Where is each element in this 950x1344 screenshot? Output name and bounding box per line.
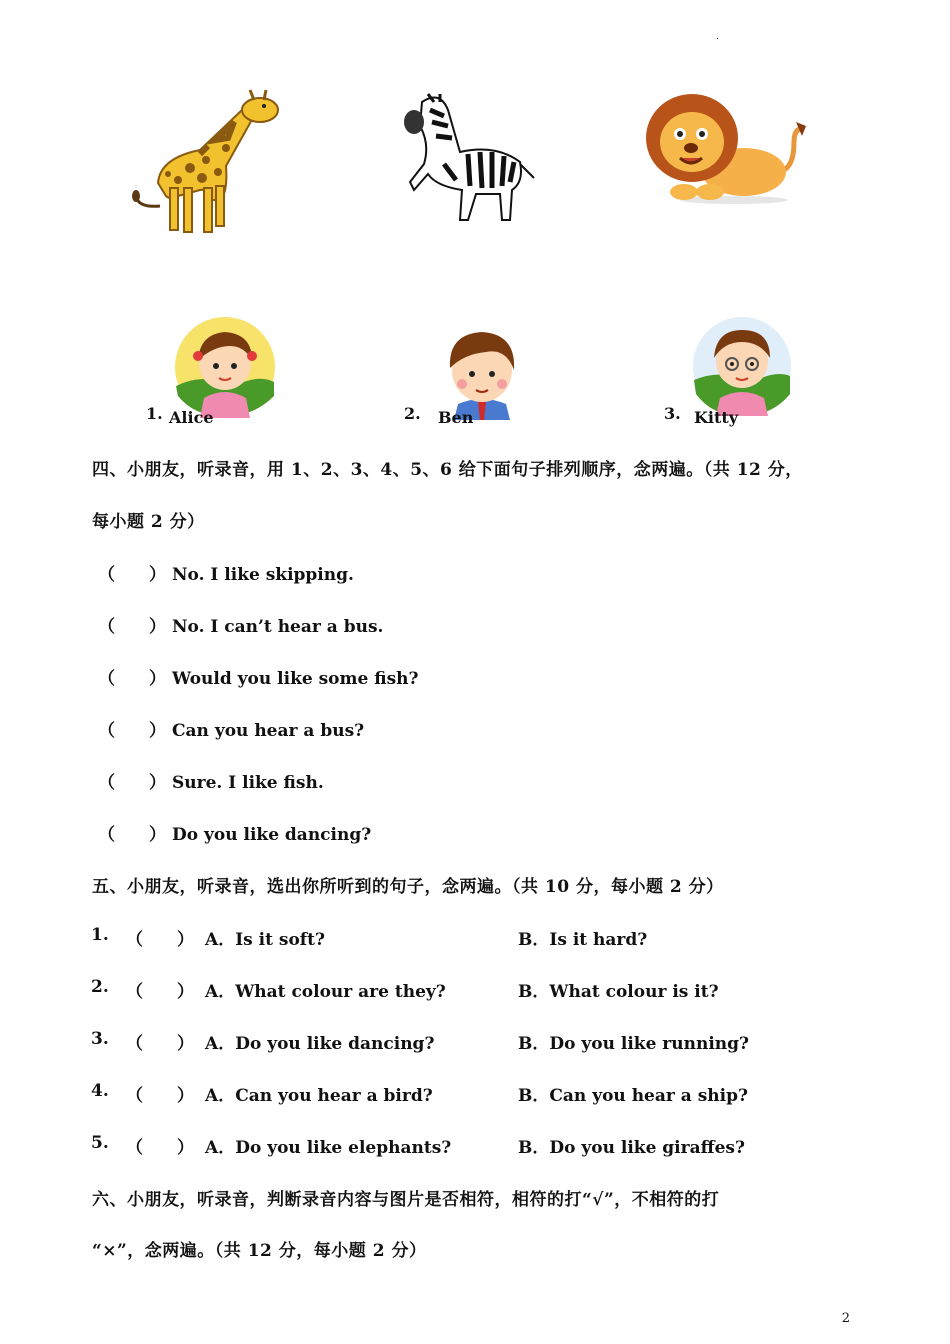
kid-name-ben: Ben <box>438 408 474 427</box>
list-item: （ ） No. I can’t hear a bus. <box>98 617 384 637</box>
zebra-picture <box>400 90 540 230</box>
section5-heading: 五、小朋友，听录音，选出你所听到的句子，念两遍。（共 10 分，每小题 2 分） <box>92 877 724 897</box>
list-item: （ ） Can you hear a bus? <box>98 721 365 741</box>
list-item: （ ） Sure. I like fish. <box>98 773 324 793</box>
kid-name-kitty: Kitty <box>694 408 739 427</box>
section6-heading-line1: 六、小朋友，听录音，判断录音内容与图片是否相符，相符的打“√”，不相符的打 <box>92 1190 720 1210</box>
kid-number-2: 2. <box>404 404 421 423</box>
list-item: （ ） Would you like some fish? <box>98 669 419 689</box>
lion-picture <box>644 92 814 204</box>
ben-picture <box>440 326 524 420</box>
kid-name-alice: Alice <box>169 408 214 427</box>
list-item: （ ） No. I like skipping. <box>98 565 354 585</box>
page-number: 2 <box>841 1311 850 1326</box>
kitty-picture <box>692 316 792 416</box>
giraffe-picture <box>130 88 290 238</box>
kid-number-1: 1. <box>146 404 163 423</box>
page-dot: . <box>716 32 719 42</box>
kid-number-3: 3. <box>664 404 681 423</box>
alice-picture <box>174 316 276 418</box>
section4-heading-line2: 每小题 2 分） <box>92 512 205 532</box>
section4-heading-line1: 四、小朋友，听录音，用 1、2、3、4、5、6 给下面句子排列顺序，念两遍。（共 12 分， <box>92 460 803 480</box>
section6-heading-line2: “×”，念两遍。（共 12 分，每小题 2 分） <box>92 1241 427 1261</box>
list-item: （ ） Do you like dancing? <box>98 825 372 845</box>
